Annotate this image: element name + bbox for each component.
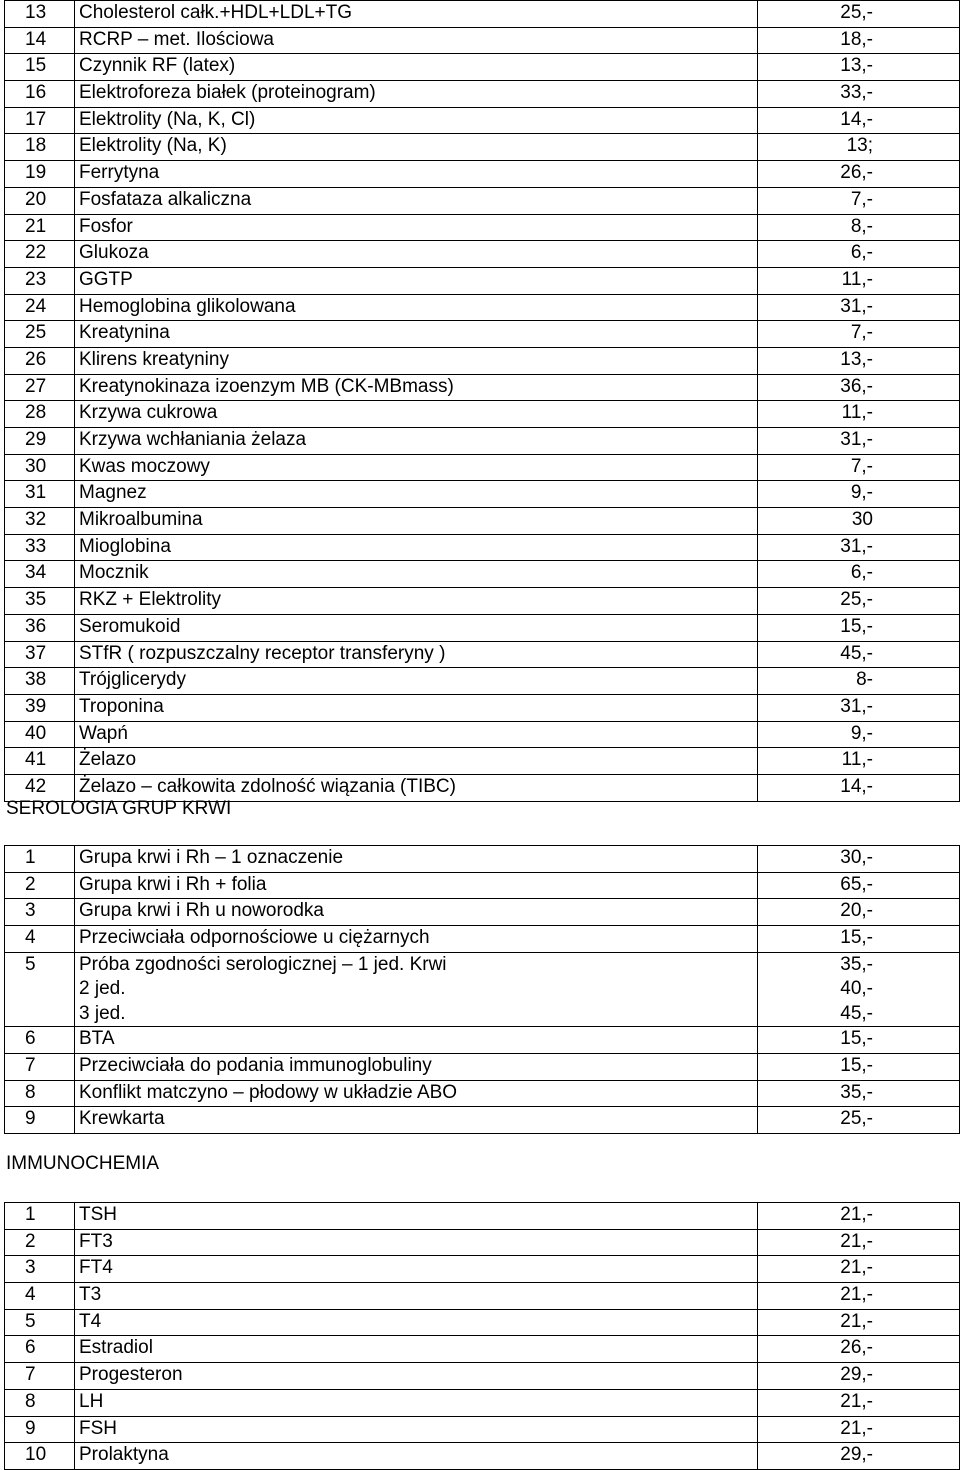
test-name: Żelazo	[75, 748, 758, 775]
row-number: 18	[5, 134, 75, 161]
table-row	[5, 1256, 960, 1283]
test-name: Klirens kreatyniny	[75, 347, 758, 374]
biochemia-price-table	[4, 0, 960, 802]
test-price: 26,-	[758, 161, 960, 188]
test-name	[75, 952, 758, 1027]
test-name-line: 3 jed.	[79, 1002, 126, 1024]
test-name: LH	[75, 1389, 758, 1416]
test-price: 29,-	[758, 1443, 960, 1470]
test-name: Elektrolity (Na, K, Cl)	[75, 107, 758, 134]
table-row	[5, 534, 960, 561]
row-number: 3	[5, 899, 75, 926]
table-row	[5, 134, 960, 161]
test-price: 13,-	[758, 54, 960, 81]
row-number: 35	[5, 588, 75, 615]
row-number: 2	[5, 1229, 75, 1256]
row-number: 25	[5, 321, 75, 348]
test-name: Czynnik RF (latex)	[75, 54, 758, 81]
section-title-serologia: SEROLOGIA GRUP KRWI	[6, 798, 232, 819]
test-name: Grupa krwi i Rh + folia	[75, 872, 758, 899]
row-number: 30	[5, 454, 75, 481]
row-number: 42	[5, 774, 75, 801]
table-row	[5, 1283, 960, 1310]
test-name: Ferrytyna	[75, 161, 758, 188]
table-row	[5, 1389, 960, 1416]
table-row	[5, 1107, 960, 1134]
section-title-immunochemia: IMMUNOCHEMIA	[6, 1153, 160, 1174]
test-name: Glukoza	[75, 241, 758, 268]
row-number: 38	[5, 668, 75, 695]
test-price: 15,-	[758, 614, 960, 641]
test-name: RKZ + Elektrolity	[75, 588, 758, 615]
test-price: 21,-	[758, 1256, 960, 1283]
row-number: 4	[5, 926, 75, 953]
row-number: 9	[5, 1107, 75, 1134]
row-number: 5	[5, 952, 75, 1027]
test-name: Kreatynokinaza izoenzym MB (CK-MBmass)	[75, 374, 758, 401]
test-name: Kreatynina	[75, 321, 758, 348]
table-row	[5, 588, 960, 615]
test-price: 31,-	[758, 294, 960, 321]
table-row	[5, 694, 960, 721]
test-price: 45,-	[758, 641, 960, 668]
test-name: Fosfataza alkaliczna	[75, 187, 758, 214]
test-price: 13;	[758, 134, 960, 161]
row-number: 10	[5, 1443, 75, 1470]
row-number: 13	[5, 1, 75, 28]
test-price: 8,-	[758, 214, 960, 241]
test-name: Grupa krwi i Rh u noworodka	[75, 899, 758, 926]
test-price: 13,-	[758, 347, 960, 374]
test-price: 14,-	[758, 774, 960, 801]
table-row	[5, 1, 960, 28]
row-number: 1	[5, 1203, 75, 1230]
row-number: 27	[5, 374, 75, 401]
row-number: 6	[5, 1027, 75, 1054]
test-price: 7,-	[758, 187, 960, 214]
test-name: GGTP	[75, 267, 758, 294]
table-row	[5, 81, 960, 108]
table-row	[5, 1027, 960, 1054]
row-number: 21	[5, 214, 75, 241]
test-name: Trójglicerydy	[75, 668, 758, 695]
row-number: 9	[5, 1416, 75, 1443]
row-number: 34	[5, 561, 75, 588]
row-number: 6	[5, 1336, 75, 1363]
row-number: 7	[5, 1363, 75, 1390]
test-name: Krewkarta	[75, 1107, 758, 1134]
test-price: 15,-	[758, 926, 960, 953]
table-row	[5, 1203, 960, 1230]
test-name: Estradiol	[75, 1336, 758, 1363]
test-price: 36,-	[758, 374, 960, 401]
table-row	[5, 1053, 960, 1080]
table-row	[5, 267, 960, 294]
table-row	[5, 241, 960, 268]
test-price: 25,-	[758, 588, 960, 615]
row-number: 32	[5, 508, 75, 535]
table-row	[5, 952, 960, 1027]
test-price: 31,-	[758, 694, 960, 721]
test-name: Progesteron	[75, 1363, 758, 1390]
test-price: 9,-	[758, 481, 960, 508]
row-number: 36	[5, 614, 75, 641]
row-number: 1	[5, 846, 75, 873]
table-row	[5, 1363, 960, 1390]
test-name: Hemoglobina glikolowana	[75, 294, 758, 321]
test-price: 29,-	[758, 1363, 960, 1390]
test-name-line: Próba zgodności serologicznej – 1 jed. Krwi	[79, 953, 447, 975]
table-row	[5, 454, 960, 481]
row-number: 17	[5, 107, 75, 134]
table-row	[5, 428, 960, 455]
table-row	[5, 107, 960, 134]
test-name: Krzywa cukrowa	[75, 401, 758, 428]
table-row	[5, 321, 960, 348]
test-price: 30,-	[758, 846, 960, 873]
row-number: 5	[5, 1309, 75, 1336]
row-number: 31	[5, 481, 75, 508]
test-name: Konflikt matczyno – płodowy w układzie ABO	[75, 1080, 758, 1107]
test-name: Magnez	[75, 481, 758, 508]
row-number: 22	[5, 241, 75, 268]
test-name: Kwas moczowy	[75, 454, 758, 481]
row-number: 39	[5, 694, 75, 721]
test-price	[758, 952, 960, 1027]
row-number: 29	[5, 428, 75, 455]
test-price-line: 45,-	[840, 1002, 873, 1024]
test-name: Elektroforeza białek (proteinogram)	[75, 81, 758, 108]
table-row	[5, 1416, 960, 1443]
test-price: 7,-	[758, 321, 960, 348]
test-price-line: 40,-	[840, 978, 873, 1000]
table-row	[5, 294, 960, 321]
test-price: 25,-	[758, 1, 960, 28]
test-price: 21,-	[758, 1309, 960, 1336]
test-price: 26,-	[758, 1336, 960, 1363]
test-name: T3	[75, 1283, 758, 1310]
test-name: Troponina	[75, 694, 758, 721]
table-row	[5, 721, 960, 748]
table-row	[5, 161, 960, 188]
test-price: 25,-	[758, 1107, 960, 1134]
test-price: 21,-	[758, 1283, 960, 1310]
row-number: 40	[5, 721, 75, 748]
table-row	[5, 214, 960, 241]
test-price: 31,-	[758, 428, 960, 455]
test-price: 21,-	[758, 1416, 960, 1443]
row-number: 41	[5, 748, 75, 775]
table-row	[5, 347, 960, 374]
table-row	[5, 846, 960, 873]
test-name: STfR ( rozpuszczalny receptor transferyny )	[75, 641, 758, 668]
test-price: 8-	[758, 668, 960, 695]
test-price: 65,-	[758, 872, 960, 899]
test-name: T4	[75, 1309, 758, 1336]
test-price: 6,-	[758, 561, 960, 588]
row-number: 8	[5, 1080, 75, 1107]
table-row	[5, 508, 960, 535]
test-price: 21,-	[758, 1229, 960, 1256]
table-row	[5, 187, 960, 214]
test-name: TSH	[75, 1203, 758, 1230]
table-row	[5, 668, 960, 695]
row-number: 20	[5, 187, 75, 214]
test-name: Seromukoid	[75, 614, 758, 641]
row-number: 24	[5, 294, 75, 321]
row-number: 4	[5, 1283, 75, 1310]
test-price: 15,-	[758, 1027, 960, 1054]
table-row	[5, 899, 960, 926]
test-name: FT3	[75, 1229, 758, 1256]
test-name: Prolaktyna	[75, 1443, 758, 1470]
test-price: 33,-	[758, 81, 960, 108]
test-name: RCRP – met. Ilościowa	[75, 27, 758, 54]
test-name: Żelazo – całkowita zdolność wiązania (TIBC)	[75, 774, 758, 801]
immunochemia-price-table	[4, 1202, 960, 1470]
table-row	[5, 641, 960, 668]
test-name: BTA	[75, 1027, 758, 1054]
test-name: Mioglobina	[75, 534, 758, 561]
table-row	[5, 54, 960, 81]
table-row	[5, 926, 960, 953]
test-price: 14,-	[758, 107, 960, 134]
test-name: Elektrolity (Na, K)	[75, 134, 758, 161]
test-name: Krzywa wchłaniania żelaza	[75, 428, 758, 455]
test-price: 11,-	[758, 401, 960, 428]
table-row	[5, 481, 960, 508]
test-price: 9,-	[758, 721, 960, 748]
test-price: 11,-	[758, 748, 960, 775]
serologia-price-table	[4, 845, 960, 1134]
table-row	[5, 374, 960, 401]
test-price: 20,-	[758, 899, 960, 926]
test-price-line: 35,-	[840, 953, 873, 975]
test-price: 35,-	[758, 1080, 960, 1107]
test-name: Cholesterol całk.+HDL+LDL+TG	[75, 1, 758, 28]
test-price: 11,-	[758, 267, 960, 294]
table-row	[5, 614, 960, 641]
test-name: Grupa krwi i Rh – 1 oznaczenie	[75, 846, 758, 873]
test-price: 30	[758, 508, 960, 535]
test-name-line: 2 jed.	[79, 978, 126, 1000]
row-number: 26	[5, 347, 75, 374]
row-number: 2	[5, 872, 75, 899]
row-number: 16	[5, 81, 75, 108]
row-number: 15	[5, 54, 75, 81]
row-number: 19	[5, 161, 75, 188]
table-row	[5, 27, 960, 54]
test-name: Wapń	[75, 721, 758, 748]
test-price: 6,-	[758, 241, 960, 268]
test-name: FSH	[75, 1416, 758, 1443]
row-number: 3	[5, 1256, 75, 1283]
test-name: Przeciwciała do podania immunoglobuliny	[75, 1053, 758, 1080]
table-row	[5, 872, 960, 899]
test-name: Mikroalbumina	[75, 508, 758, 535]
test-name: Fosfor	[75, 214, 758, 241]
table-row	[5, 401, 960, 428]
table-row	[5, 1229, 960, 1256]
test-price: 21,-	[758, 1389, 960, 1416]
row-number: 37	[5, 641, 75, 668]
test-price: 7,-	[758, 454, 960, 481]
table-row	[5, 561, 960, 588]
test-name: Przeciwciała odpornościowe u ciężarnych	[75, 926, 758, 953]
test-name: FT4	[75, 1256, 758, 1283]
table-row	[5, 1443, 960, 1470]
row-number: 8	[5, 1389, 75, 1416]
row-number: 33	[5, 534, 75, 561]
test-price: 31,-	[758, 534, 960, 561]
table-row	[5, 1080, 960, 1107]
table-row	[5, 1336, 960, 1363]
test-price: 21,-	[758, 1203, 960, 1230]
row-number: 7	[5, 1053, 75, 1080]
row-number: 14	[5, 27, 75, 54]
test-price: 15,-	[758, 1053, 960, 1080]
table-row	[5, 1309, 960, 1336]
row-number: 28	[5, 401, 75, 428]
test-price: 18,-	[758, 27, 960, 54]
test-name: Mocznik	[75, 561, 758, 588]
row-number: 23	[5, 267, 75, 294]
table-row	[5, 748, 960, 775]
